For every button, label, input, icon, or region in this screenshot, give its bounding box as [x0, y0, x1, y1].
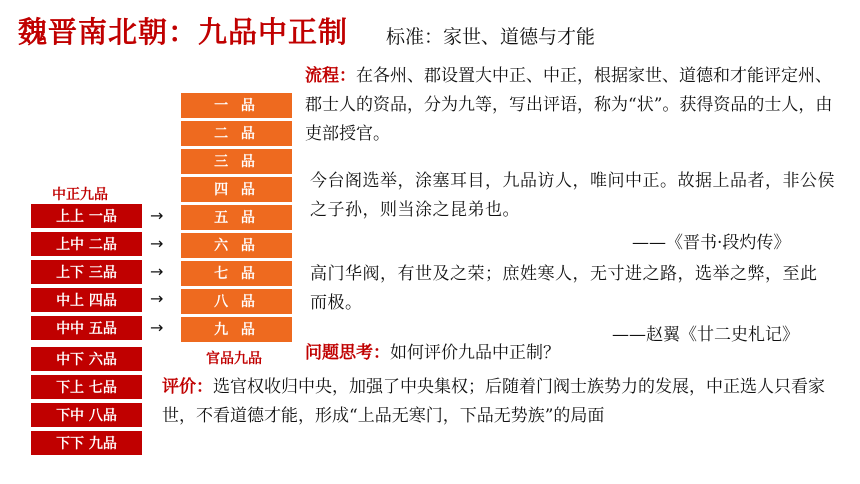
official-rank-9: 九 品 [180, 316, 293, 343]
arrow-icon: → [150, 318, 164, 337]
official-rank-1: 一 品 [180, 92, 293, 119]
evaluation-label: 评价： [162, 377, 213, 397]
zhongzheng-rank-9: 下下 九品 [30, 430, 143, 456]
zhongzheng-rank-2: 上中 二品 [30, 231, 143, 257]
official-rank-3: 三 品 [180, 148, 293, 175]
process-label: 流程： [305, 66, 356, 86]
official-rank-7: 七 品 [180, 260, 293, 287]
arrow-icon: → [150, 262, 164, 281]
evaluation-text: 选官权收归中央，加强了中央集权；后随着门阀士族势力的发展，中正选人只看家世，不看道德才能，形成“上品无寒门，下品无势族”的局面 [162, 377, 825, 426]
quote-zhaoyi-source: ——赵翼《廿二史札记》 [612, 325, 799, 345]
zhongzheng-rank-8: 下中 八品 [30, 402, 143, 428]
official-rank-6: 六 品 [180, 232, 293, 259]
zhongzheng-rank-1: 上上 一品 [30, 203, 143, 229]
question-line [305, 339, 845, 368]
zhongzheng-rank-label: 中正九品 [52, 187, 108, 203]
official-rank-label: 官品九品 [206, 351, 262, 367]
zhongzheng-rank-4: 中上 四品 [30, 287, 143, 313]
page-subtitle: 标准：家世、道德与才能 [386, 26, 596, 48]
arrow-icon: → [150, 234, 164, 253]
zhongzheng-rank-6: 中下 六品 [30, 346, 143, 372]
official-rank-8: 八 品 [180, 288, 293, 315]
official-rank-5: 五 品 [180, 204, 293, 231]
quote-jinshu: 今台阁选举，涂塞耳目，九品访人，唯问中正。故据上品者，非公侯之子孙，则当涂之昆弟也。 [310, 171, 835, 220]
evaluation-paragraph [162, 373, 842, 431]
zhongzheng-rank-7: 下上 七品 [30, 374, 143, 400]
page-title: 魏晋南北朝：九品中正制 [18, 15, 349, 49]
question-label: 问题思考： [305, 343, 390, 363]
quote-jinshu-source: ——《晋书·段灼传》 [632, 233, 791, 253]
process-paragraph [305, 62, 845, 149]
arrow-icon: → [150, 206, 164, 225]
official-rank-4: 四 品 [180, 176, 293, 203]
zhongzheng-rank-3: 上下 三品 [30, 259, 143, 285]
zhongzheng-rank-5: 中中 五品 [30, 315, 143, 341]
arrow-icon: → [150, 289, 164, 308]
official-rank-2: 二 品 [180, 120, 293, 147]
quote-zhaoyi: 高门华阀，有世及之荣；庶姓寒人，无寸进之路，选举之弊，至此而极。 [310, 264, 818, 313]
process-text: 在各州、郡设置大中正、中正，根据家世、道德和才能评定州、郡士人的资品，分为九等，写出评语，称为“状”。获得资品的士人，由吏部授官。 [305, 66, 833, 144]
question-text: 如何评价九品中正制？ [390, 343, 560, 363]
